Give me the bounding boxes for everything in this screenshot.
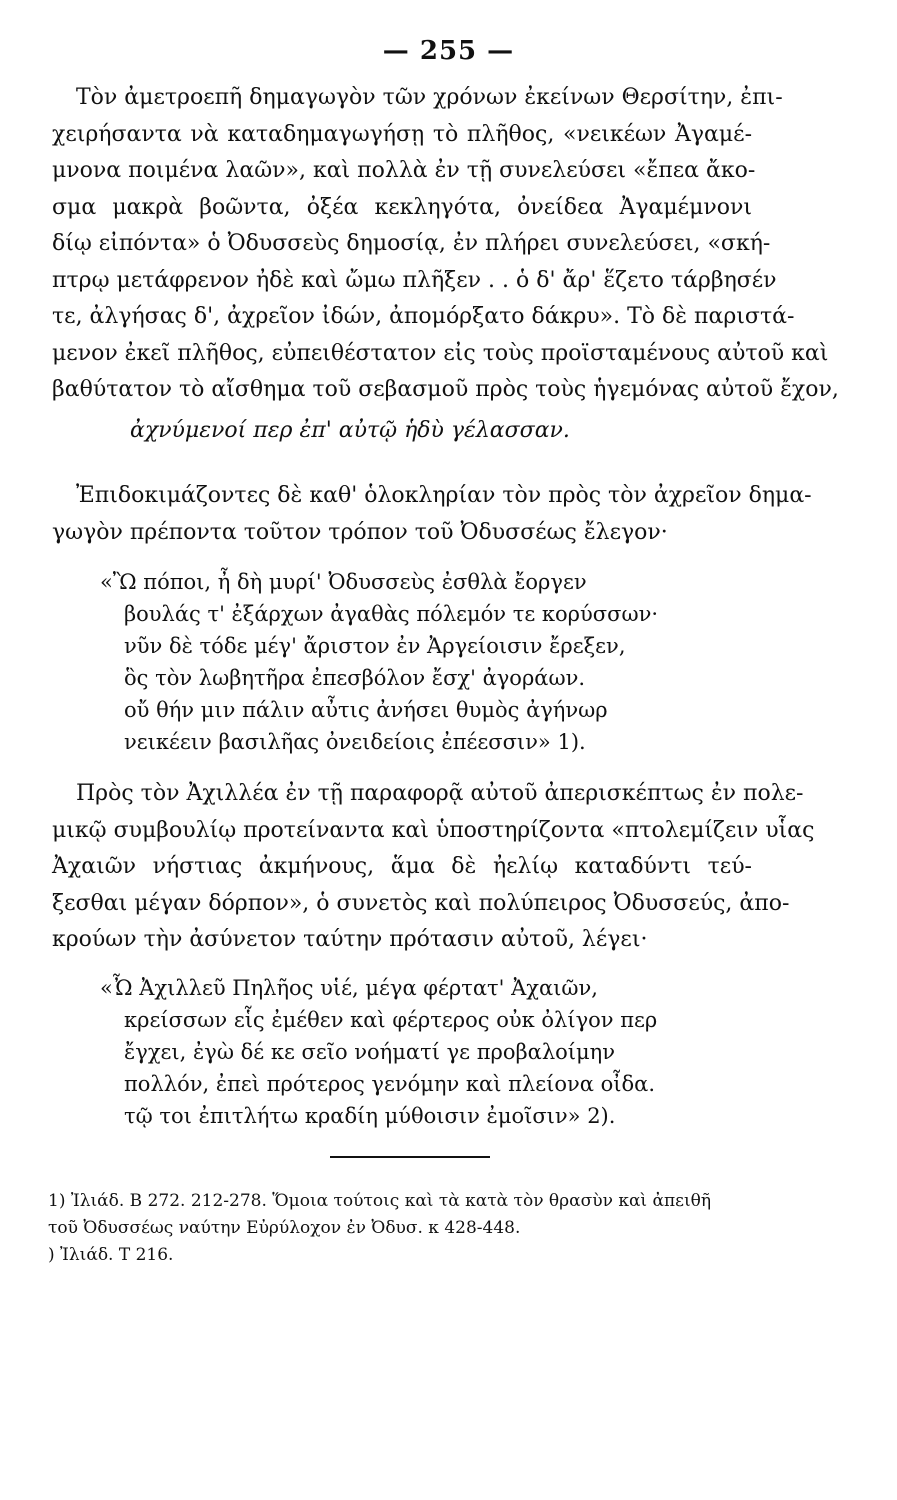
footnote-line: 1) Ἰλιάδ. Β 272. 212-278. Ὅμοια τούτοις καὶ τὰ κατὰ τὸν θρασὺν καὶ ἀπειθῆ xyxy=(48,1191,712,1211)
paragraph-approval xyxy=(52,478,812,551)
paragraph-thersites xyxy=(52,80,839,409)
footnote-line: τοῦ Ὀδυσσέως ναύτην Εὐρύλοχον ἐν Ὀδυσ. κ 428-448. xyxy=(48,1218,521,1238)
verse-line: κρείσσων εἷς ἐμέθεν καὶ φέρτερος οὐκ ὀλίγον περ xyxy=(124,1008,658,1032)
verse-block-2 xyxy=(92,972,657,1132)
text-line: σμα μακρὰ βοῶντα, ὀξέα κεκληγότα, ὀνείδεα Ἀγαμέμνονι xyxy=(52,194,752,220)
text-line: ξεσθαι μέγαν δόρπον», ὁ συνετὸς καὶ πολύπειρος Ὀδυσσεύς, ἀπο- xyxy=(52,890,790,916)
text-line: χειρήσαντα νὰ καταδημαγωγήσῃ τὸ πλῆθος, «νεικέων Ἀγαμέ- xyxy=(52,121,752,147)
verse-line: «Ὢ πόποι, ἦ δὴ μυρί' Ὀδυσσεὺς ἐσθλὰ ἔοργεν xyxy=(100,570,587,594)
verse-line: «Ὦ Ἀχιλλεῦ Πηλῆος υἱέ, μέγα φέρτατ' Ἀχαιῶν, xyxy=(100,976,598,1000)
text-line: Ἐπιδοκιμάζοντες δὲ καθ' ὁλοκληρίαν τὸν πρὸς τὸν ἀχρεῖον δημα- xyxy=(76,483,812,508)
text-line: πτρῳ μετάφρενον ἠδὲ καὶ ὤμω πλῆξεν . . ὁ δ' ἄρ' ἕζετο τάρβησέν xyxy=(52,267,777,293)
text-line: Τὸν ἀμετροεπῆ δημαγωγὸν τῶν χρόνων ἐκείνων Θερσίτην, ἐπι- xyxy=(76,85,783,110)
verse-line: τῷ τοι ἐπιτλήτω κραδίη μύθοισιν ἐμοῖσιν» 2). xyxy=(124,1104,616,1128)
text-line: γωγὸν πρέποντα τοῦτον τρόπον τοῦ Ὀδυσσέως ἔλεγον· xyxy=(52,519,668,545)
text-line: βαθύτατον τὸ αἴσθημα τοῦ σεβασμοῦ πρὸς τοὺς ἡγεμόνας αὐτοῦ ἔχον, xyxy=(52,377,839,402)
footnotes xyxy=(48,1188,758,1269)
text-line: μικῷ συμβουλίῳ προτείναντα καὶ ὑποστηρίζοντα «πτολεμίζειν υἷας xyxy=(52,817,815,843)
verse-line: ἔγχει, ἐγὼ δέ κε σεῖο νοήματί γε προβαλοίμην xyxy=(124,1040,616,1064)
paragraph-achilles xyxy=(52,776,815,959)
text-line: δίῳ εἰπόντα» ὁ Ὀδυσσεὺς δημοσίᾳ, ἐν πλήρει συνελεύσει, «σκή- xyxy=(52,231,771,256)
text-line: μενον ἐκεῖ πλῆθος, εὐπειθέστατον εἰς τοὺς προϊσταμένους αὐτοῦ καὶ xyxy=(52,340,829,366)
verse-line: οὔ θήν μιν πάλιν αὖτις ἀνήσει θυμὸς ἀγήνωρ xyxy=(124,698,608,722)
verse-line: νῦν δὲ τόδε μέγ' ἄριστον ἐν Ἀργείοισιν ἔρεξεν, xyxy=(124,634,626,658)
verse-line: πολλόν, ἐπεὶ πρότερος γενόμην καὶ πλείονα οἶδα. xyxy=(124,1072,655,1096)
verse-line: ὃς τὸν λωβητῆρα ἐπεσβόλον ἔσχ' ἀγοράων. xyxy=(124,666,586,690)
text-line: κρούων τὴν ἀσύνετον ταύτην πρότασιν αὐτοῦ, λέγει· xyxy=(52,927,648,952)
verse-line: βουλάς τ' ἐξάρχων ἀγαθὰς πόλεμόν τε κορύσσων· xyxy=(124,602,659,626)
page-number: — 255 — xyxy=(382,36,515,66)
verse-line: νεικέειν βασιλῆας ὀνειδείοις ἐπέεσσιν» 1). xyxy=(124,730,586,754)
footnote-separator xyxy=(330,1156,490,1158)
text-line: τε, ἀλγήσας δ', ἀχρεῖον ἰδών, ἀπομόρξατο δάκρυ». Τὸ δὲ παριστά- xyxy=(52,304,795,329)
text-line: Πρὸς τὸν Ἀχιλλέα ἐν τῇ παραφορᾷ αὐτοῦ ἀπερισκέπτως ἐν πολε- xyxy=(76,781,804,806)
text-line: Ἀχαιῶν νήστιας ἀκμήνους, ἅμα δὲ ἠελίῳ καταδύντι τεύ- xyxy=(52,854,752,879)
footnote-line: ) Ἰλιάδ. Τ 216. xyxy=(48,1245,174,1265)
homeric-quote: ἀχνύμενοί περ ἐπ' αὐτῷ ἡδὺ γέλασσαν. xyxy=(130,418,570,443)
verse-block-1 xyxy=(92,566,658,758)
text-line: μνονα ποιμένα λαῶν», καὶ πολλὰ ἐν τῇ συνελεύσει «ἔπεα ἄκο- xyxy=(52,158,756,183)
